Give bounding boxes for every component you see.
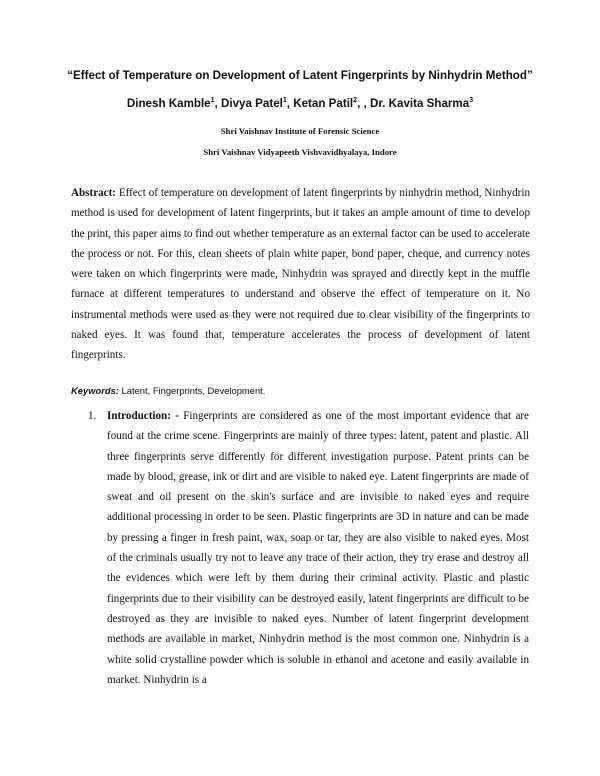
author-affiliation-mark: 1 — [282, 97, 287, 105]
keywords-label: Keywords: — [71, 385, 119, 396]
author-separator: , , — [357, 97, 370, 110]
author-name: Divya Patel — [221, 97, 283, 110]
author-name: Dr. Kavita Sharma — [369, 97, 470, 110]
introduction-paragraph — [107, 406, 529, 690]
introduction-heading: Introduction: - — [107, 410, 179, 422]
author-name: Dinesh Kamble — [126, 97, 211, 110]
author-name: Ketan Patil — [293, 97, 354, 110]
affiliation-institute: Shri Vaishnav Institute of Forensic Science — [220, 126, 380, 136]
author-list — [0, 97, 600, 110]
author-separator: , — [286, 97, 294, 110]
abstract-paragraph — [71, 183, 530, 366]
section-number: 1. — [88, 410, 97, 422]
paper-title: “Effect of Temperature on Development of Latent Fingerprints by Ninhydrin Method” — [67, 69, 533, 82]
introduction-text: Fingerprints are considered as one of the most important evidence that are found at the crime scene. Fingerprints are mainly of three types: latent, patent and plastic. All three fingerprints serve differently for different investigation purpose. Patent prints can be made by blood, grease, ink or dirt and are visible to naked eye. Latent fingerprints are made of sweat and oil present on the skin's surface and are invisible to naked eyes and require additional processing in order to be seen. Plastic fingerprints are 3D in nature and can be made by pressing a finger in fresh paint, wax, soap or tar, they are also visible to naked eyes. Most of the criminals usually try not to leave any trace of their action, they try erase and destroy all the evidences which were left by them during their criminal activity. Plastic and plastic fingerprints due to their visibility can be destroyed easily, latent fingerprints are difficult to be destroyed as they are invisible to naked eyes. Number of latent fingerprint development methods are available in market, Ninhydrin method is the most common one. Ninhydrin is a white solid crystalline powder which is soluble in ethanol and acetone and easily available in market. Ninhydrin is a — [107, 410, 529, 686]
author-affiliation-mark: 2 — [353, 97, 358, 105]
abstract-label: Abstract: — [71, 187, 116, 199]
abstract-text: Effect of temperature on development of latent fingerprints by ninhydrin method, Ninhydrin method is used for development of latent fingerprints, but it takes an ample amount of time to develop the print, this paper aims to find out whether temperature as an external factor can be used to accelerate the process or not. For this, clean sheets of plain white paper, bond paper, cheque, and currency notes were taken on which fingerprints were made, Ninhydrin was sprayed and directly kept in the muffle furnace at different temperatures to understand and observe the effect of temperature on it. No instrumental methods were used as they were not required due to clear visibility of the fingerprints to naked eyes. It was found that, temperature accelerates the process of development of latent fingerprints. — [71, 187, 530, 362]
author-affiliation-mark: 3 — [469, 97, 474, 105]
keywords-line — [71, 385, 530, 396]
keywords-text: Latent, Fingerprints, Development. — [118, 385, 266, 396]
author-affiliation-mark: 1 — [210, 97, 215, 105]
affiliation-university: Shri Vaishnav Vidyapeeth Vishvavidhyalaya, Indore — [203, 147, 397, 157]
author-separator: , — [214, 97, 221, 110]
